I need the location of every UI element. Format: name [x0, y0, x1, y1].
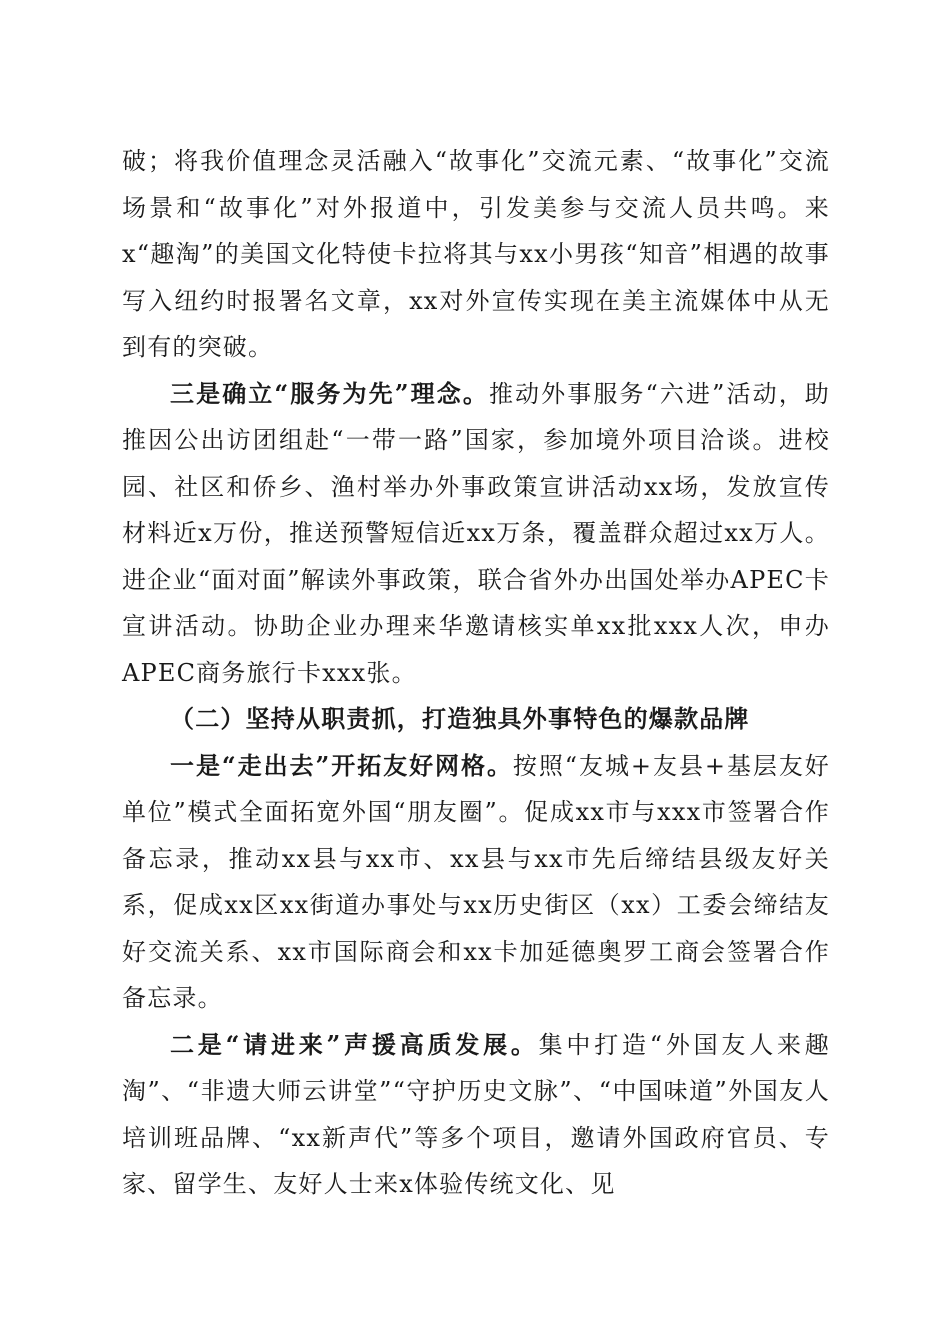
paragraph-text: 破；将我价值理念灵活融入“故事化”交流元素、“故事化”交流场景和“故事化”对外报道中，引发美参与交流人员共鸣。来x“趣淘”的美国文化特使卡拉将其与xx小男孩“知音”相遇的故事写入纽约时报署名文章，xx对外宣传实现在美主流媒体中从无到有的突破。: [122, 147, 830, 361]
paragraph-text: 推动外事服务“六进”活动，助推因公出访团组赴“一带一路”国家，参加境外项目洽谈。进校园、社区和侨乡、渔村举办外事政策宣讲活动xx场，发放宣传材料近x万份，推送预警短信近xx万条，覆盖群众超过xx万人。进企业“面对面”解读外事政策，联合省外办出国处举办APEC卡宣讲活动。协助企业办理来华邀请核实单xx批xxx人次，申办APEC商务旅行卡xxx张。: [122, 379, 830, 687]
paragraph-lead: 三是确立“服务为先”理念。: [170, 378, 489, 408]
section-heading: （二）坚持从职责抓，打造独具外事特色的爆款品牌: [170, 704, 750, 733]
paragraph-continued: [122, 138, 830, 371]
paragraph-invite-in: [122, 1022, 830, 1208]
paragraph-text: 按照“友城+友县+基层友好单位”模式全面拓宽外国“朋友圈”。促成xx市与xxx市签署合作备忘录，推动xx县与xx市、xx县与xx市先后缔结县级友好关系，促成xx区xx街道办事处与xx历史街区（xx）工委会缔结友好交流关系、xx市国际商会和xx卡加延德奥罗工商会签署合作备忘录。: [122, 751, 830, 1012]
paragraph-lead: 二是“请进来”声援高质发展。: [170, 1029, 539, 1059]
paragraph-service-first: [122, 371, 830, 697]
paragraph-lead: 一是“走出去”开拓友好网格。: [170, 750, 513, 780]
paragraph-go-out: [122, 743, 830, 1022]
paragraph-text: 集中打造“外国友人来趣淘”、“非遗大师云讲堂”“守护历史文脉”、“中国味道”外国友人培训班品牌、“xx新声代”等多个项目，邀请外国政府官员、专家、留学生、友好人士来x体验传统文化、见: [122, 1030, 830, 1198]
